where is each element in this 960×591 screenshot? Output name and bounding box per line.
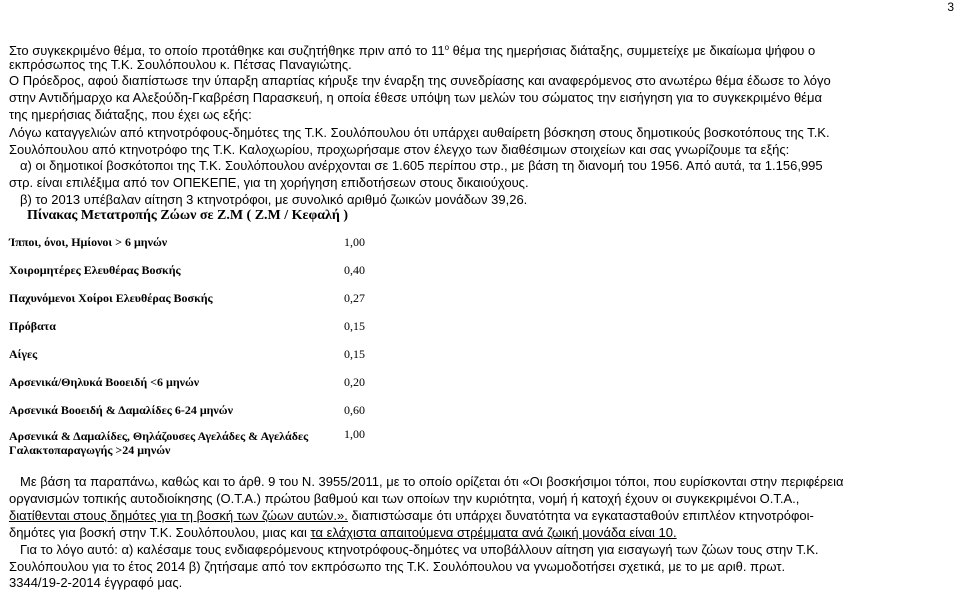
underlined-text: διατίθενται στους δημότες για τη βοσκή των ζώων αυτών.». [9, 508, 348, 523]
paragraph-line: Για το λόγο αυτό: α) καλέσαμε τους ενδιαφερόμενους κτηνοτρόφους-δημότες να υποβάλλουν αίτηση για εισαγωγή των ζώων τους στην Τ.Κ. [20, 542, 819, 557]
text-run: θέμα της ημερήσιας διάταξης, συμμετείχε με δικαίωμα ψήφου ο [449, 43, 816, 58]
paragraph-line: Λόγω καταγγελιών από κτηνοτρόφους-δημότες της Τ.Κ. Σουλόπουλου ότι υπάρχει αυθαίρετη βόσκηση στους δημοτικούς βοσκοτόπους της Τ.Κ. [9, 125, 830, 140]
animal-cell: Αίγες [9, 346, 38, 361]
paragraph-line: Με βάση τα παραπάνω, καθώς και το άρθ. 9 του Ν. 3955/2011, με το οποίο ορίζεται ότι «Οι βοσκήσιμοι τόποι, που ευρίσκονται στην περιφέρεια [20, 474, 844, 489]
text-run: δημότες για βοσκή στην Τ.Κ. Σουλόπουλου, μιας και [9, 525, 311, 540]
table-row [5, 396, 404, 424]
animal-cell: Παχυνόμενοι Χοίροι Ελευθέρας Βοσκής [9, 290, 213, 305]
table-row [5, 368, 404, 396]
text-run: Στο συγκεκριμένο θέμα, το οποίο προτάθηκε και συζητήθηκε πριν από το 11 [9, 43, 445, 58]
animal-cell: Αρσενικά & Δαμαλίδες, Θηλάζουσες Αγελάδες & Αγελάδες Γαλακτοπαραγωγής >24 μηνών [9, 428, 309, 457]
animal-cell: Αρσενικά Βοοειδή & Δαμαλίδες 6-24 μηνών [9, 402, 233, 417]
animal-cell: Αρσενικά/Θηλυκά Βοοειδή <6 μηνών [9, 374, 200, 389]
paragraph-line: α) οι δημοτικοί βοσκότοποι της Τ.Κ. Σουλόπουλου ανέρχονται σε 1.605 περίπου στρ., με βάση τη διανομή του 1956. Από αυτά, τα 1.156,995 [20, 158, 823, 173]
units-cell: 0,27 [344, 290, 365, 305]
paragraph-line: 3344/19-2-2014 έγγραφό μας. [9, 575, 183, 590]
units-cell: 0,15 [344, 346, 365, 361]
conversion-table [5, 228, 404, 461]
underlined-text: τα ελάχιστα απαιτούμενα στρέμματα ανά ζωική μονάδα είναι 10. [310, 525, 677, 540]
table-row [5, 228, 404, 256]
paragraph-line: στρ. είναι επιλέξιμα από τον ΟΠΕΚΕΠΕ, για τη χορήγηση επιδοτήσεων στους δικαιούχους. [9, 175, 529, 190]
paragraph-line [9, 508, 814, 524]
units-cell: 0,15 [344, 318, 365, 333]
animal-cell: Ίπποι, όνοι, Ημίονοι > 6 μηνών [9, 234, 168, 249]
table-row [5, 312, 404, 340]
units-cell: 0,40 [344, 262, 365, 277]
paragraph-line: β) το 2013 υπέβαλαν αίτηση 3 κτηνοτρόφοι, με συνολικό αριθμό ζωικών μονάδων 39,26. [20, 192, 528, 207]
units-cell: 1,00 [344, 427, 365, 441]
units-cell: 0,20 [344, 374, 365, 389]
animal-cell: Χοιρομητέρες Ελευθέρας Βοσκής [9, 262, 181, 277]
paragraph-line: στην Αντιδήμαρχο κα Αλεξούδη-Γκαβρέση Παρασκευή, η οποία έθεσε υπόψη των μελών του σώματος την εισήγηση για το συγκεκριμένο θέμα [9, 90, 822, 105]
paragraph-line: της ημερήσιας διάταξης, που έχει ως εξής: [9, 107, 252, 122]
table-title: Πίνακας Μετατροπής Ζώων σε Ζ.Μ ( Ζ.Μ / Κεφαλή ) [27, 208, 349, 223]
paragraph-line: Σουλόπουλου από κτηνοτρόφο της Τ.Κ. Καλοχωρίου, προχωρήσαμε στον έλεγχο των διαθέσιμων στοιχείων και σας γνωρίζουμε τα εξής: [9, 142, 790, 157]
table-row [5, 424, 404, 461]
paragraph-line: οργανισμών τοπικής αυτοδιοίκησης (Ο.Τ.Α.) πρώτου βαθμού και των οποίων την κυριότητα, νομή ή κατοχή έχουν οι συγκεκριμένοι Ο.Τ.Α., [9, 491, 800, 506]
table-row [5, 284, 404, 312]
paragraph-line [9, 525, 677, 541]
superscript: ο [444, 43, 450, 52]
paragraph-line: Σουλόπουλου για το έτος 2014 β) ζητήσαμε από τον εκπρόσωπο της Τ.Κ. Σουλόπουλου να γνωμοδοτήσει σχετικά, με το με αριθ. πρωτ. [9, 559, 786, 574]
units-cell: 0,60 [344, 402, 365, 417]
units-cell: 1,00 [344, 234, 365, 249]
table-row [5, 256, 404, 284]
paragraph-line: εκπρόσωπος της Τ.Κ. Σουλόπουλου κ. Πέτσας Παναγιώτης. [9, 57, 352, 72]
paragraph-line: Ο Πρόεδρος, αφού διαπίστωσε την ύπαρξη απαρτίας κήρυξε την έναρξη της συνεδρίασης και αναφερόμενος στο ανωτέρω θέμα έδωσε το λόγο [9, 73, 831, 88]
animal-cell: Πρόβατα [9, 318, 57, 333]
page-number: 3 [947, 0, 954, 14]
text-run: διαπιστώσαμε ότι υπάρχει δυνατότητα να εγκατασταθούν επιπλέον κτηνοτρόφοι- [347, 508, 814, 523]
table-row [5, 340, 404, 368]
